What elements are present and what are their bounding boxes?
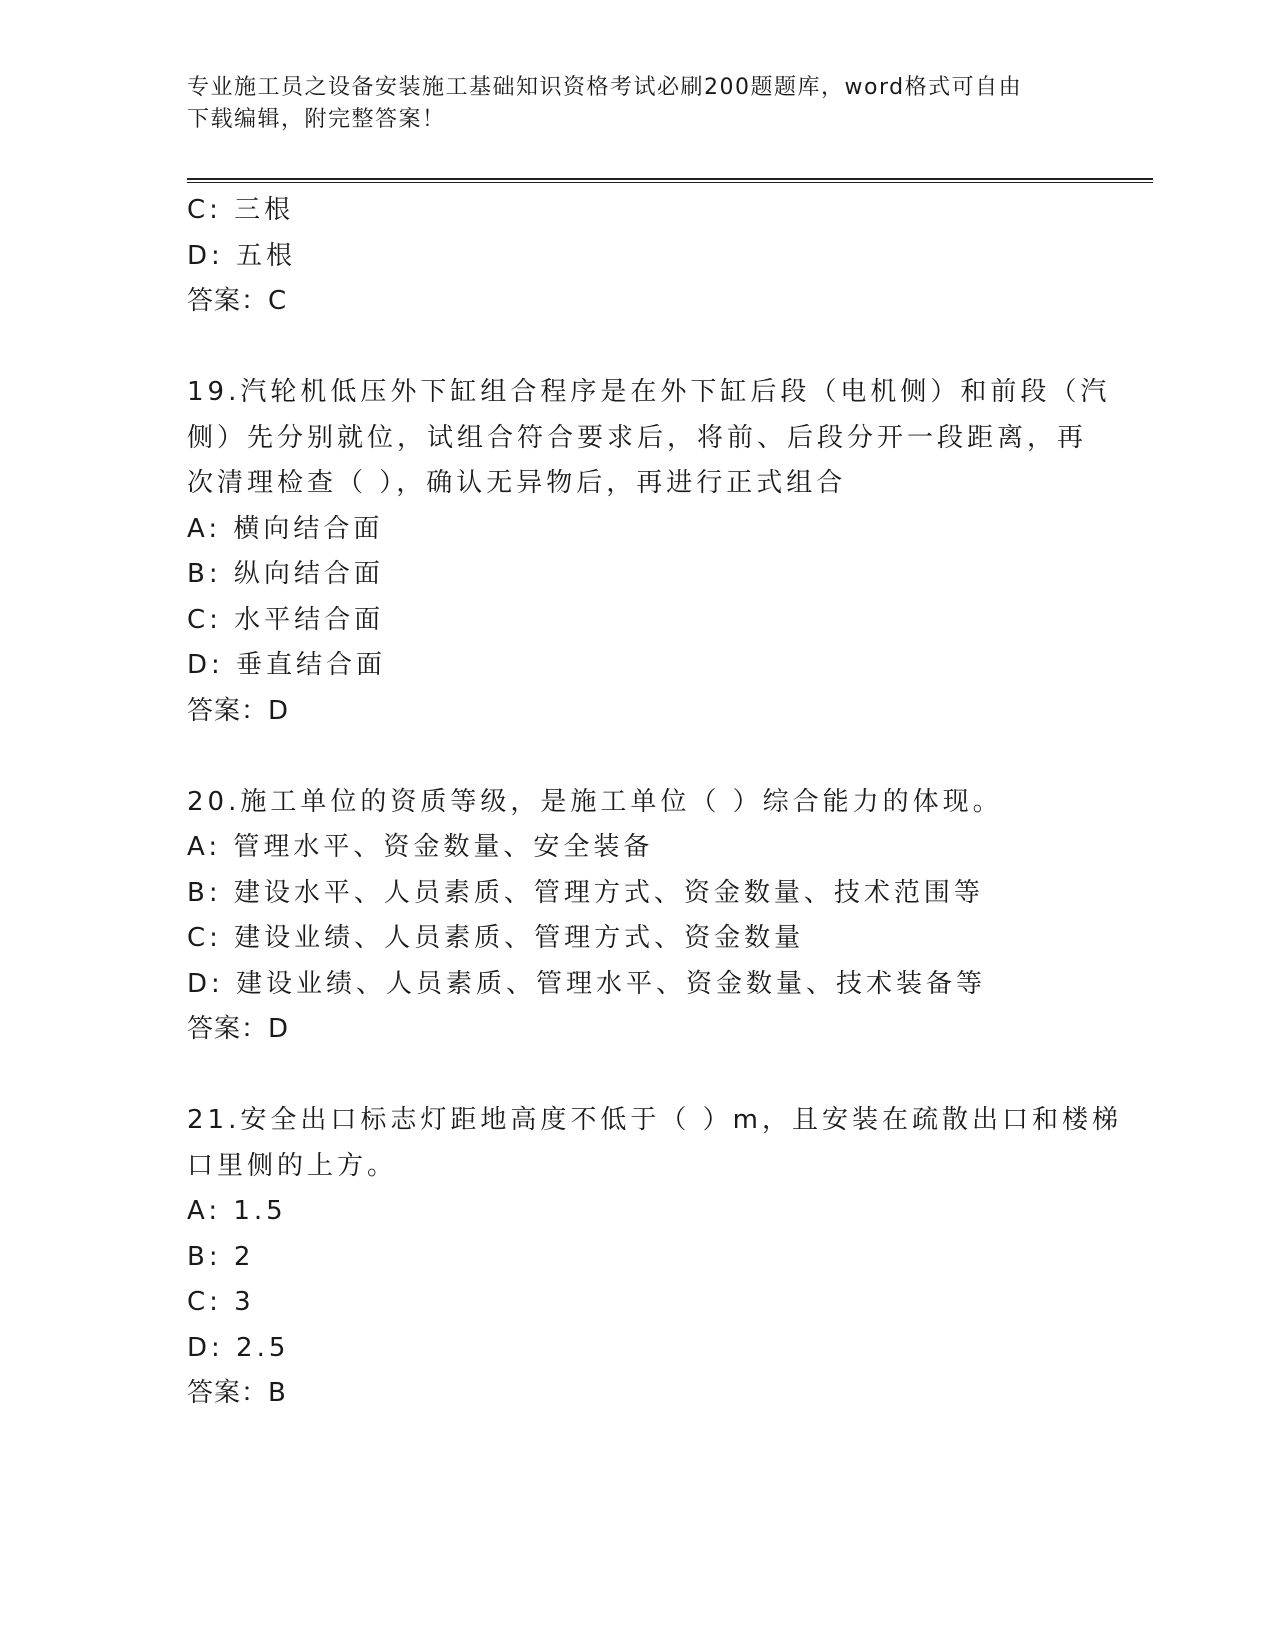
question-18-tail — [187, 188, 1087, 325]
option-a: A: 管理水平、资金数量、安全装备 — [187, 832, 654, 862]
spacer — [187, 734, 1087, 780]
option-b: B: 2 — [187, 1241, 255, 1272]
option-a: A: 横向结合面 — [187, 513, 384, 544]
spacer — [187, 325, 1087, 371]
option-b: B: 纵向结合面 — [187, 559, 384, 589]
option-b: B: 建设水平、人员素质、管理方式、资金数量、技术范围等 — [187, 877, 984, 908]
header-title-line-2: 下载编辑，附完整答案！ — [187, 107, 446, 132]
question-list — [187, 188, 1122, 1417]
option-d: D: 垂直结合面 — [187, 650, 387, 680]
answer-line: 答案：B — [187, 1378, 287, 1408]
question-20 — [187, 780, 1087, 1053]
header-title-line-1: 专业施工员之设备安装施工基础知识资格考试必刷200题题库，word格式可自由 — [187, 75, 1023, 100]
spacer — [187, 1053, 1087, 1099]
question-text-line-3: 次清理检查（ ），确认无异物后，再进行正式组合 — [187, 468, 847, 498]
question-19 — [187, 370, 1111, 734]
option-d: D: 建设业绩、人员素质、管理水平、资金数量、技术装备等 — [187, 968, 987, 999]
option-c: C: 水平结合面 — [187, 604, 385, 635]
document-header — [187, 72, 1087, 136]
option-c: C: 三根 — [187, 195, 295, 225]
question-text-line-1: 20.施工单位的资质等级，是施工单位（ ）综合能力的体现。 — [187, 786, 1003, 817]
option-c: C: 3 — [187, 1287, 255, 1317]
question-text-line-1: 19.汽轮机低压外下缸组合程序是在外下缸后段（电机侧）和前段（汽 — [187, 377, 1111, 407]
option-d: D: 五根 — [187, 240, 297, 271]
answer-line: 答案：D — [187, 1014, 290, 1044]
question-text-line-2: 侧）先分别就位，试组合符合要求后，将前、后段分开一段距离，再 — [187, 422, 1088, 453]
answer-line: 答案：C — [187, 286, 288, 316]
answer-line: 答案：D — [187, 695, 290, 726]
option-d: D: 2.5 — [187, 1332, 290, 1363]
question-text-line-1: 21.安全出口标志灯距地高度不低于（ ）m，且安装在疏散出口和楼梯 — [187, 1105, 1122, 1135]
option-a: A: 1.5 — [187, 1196, 287, 1226]
header-divider — [187, 178, 1153, 183]
option-c: C: 建设业绩、人员素质、管理方式、资金数量 — [187, 923, 805, 953]
question-21 — [187, 1098, 1122, 1417]
question-text-line-2: 口里侧的上方。 — [187, 1150, 398, 1181]
